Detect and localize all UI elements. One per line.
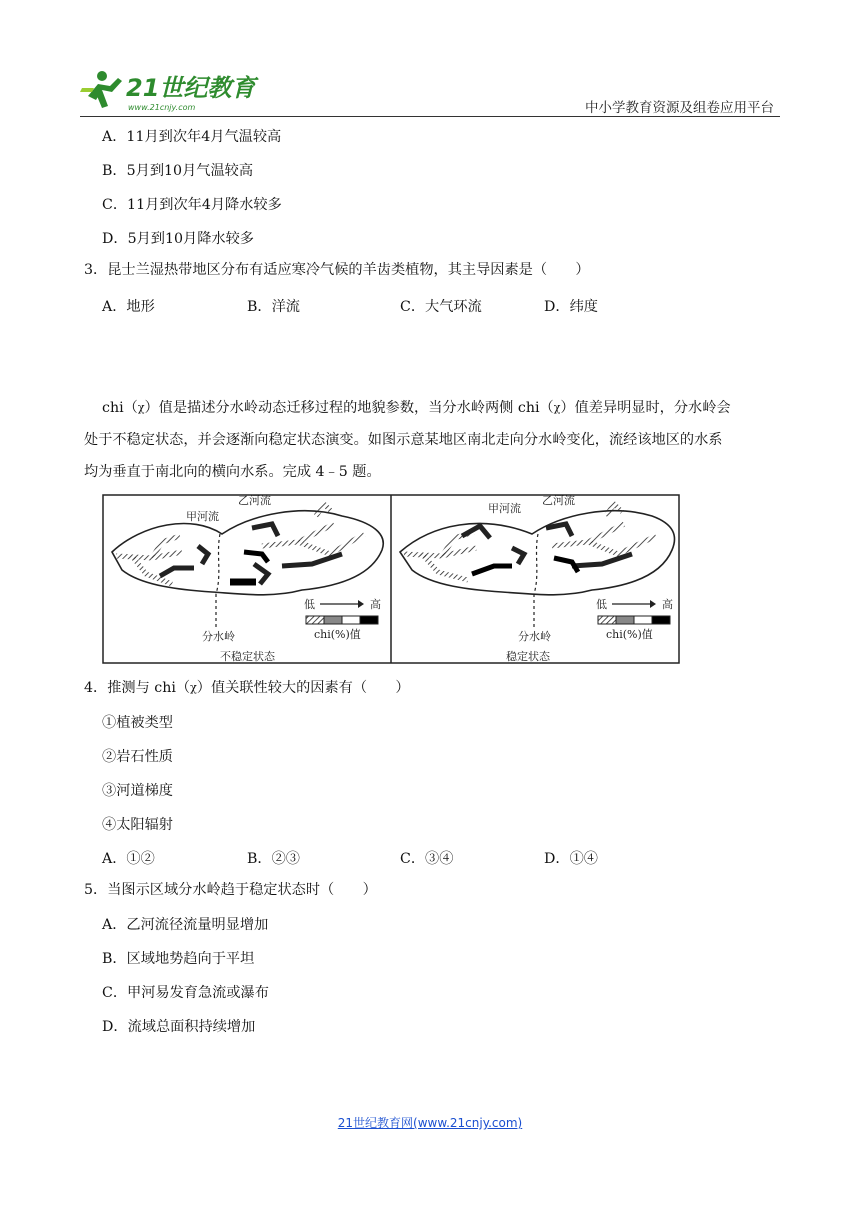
footer-link[interactable]: 21世纪教育网(www.21cnjy.com) <box>337 1116 523 1130</box>
divide-label: 分水岭 <box>202 630 235 643</box>
river-b-label: 乙河流 <box>542 494 575 507</box>
svg-text:高: 高 <box>662 598 673 611</box>
q4-item-4: ④太阳辐射 <box>102 817 173 833</box>
q2-option-c: C．11月到次年4月降水较多 <box>102 197 282 213</box>
q3-option-b: B．洋流 <box>247 299 300 315</box>
chi-symbol: χ <box>137 401 145 414</box>
header-divider <box>80 116 780 117</box>
q5-option-d: D．流域总面积持续增加 <box>102 1019 256 1035</box>
site-logo <box>80 66 260 116</box>
chi-symbol: χ <box>553 401 561 414</box>
runner-icon <box>80 71 122 108</box>
q3-option-c: C．大气环流 <box>400 299 482 315</box>
q4-item-3: ③河道梯度 <box>102 783 173 799</box>
q2-option-d: D．5月到10月降水较多 <box>102 231 254 247</box>
svg-text:低: 低 <box>596 598 607 611</box>
passage-line-2: 处于不稳定状态，并会逐渐向稳定状态演变。如图示意某地区南北走向分水岭变化，流经该地区的水系 <box>84 432 723 448</box>
platform-name: 中小学教育资源及组卷应用平台 <box>585 100 774 116</box>
q3-option-d: D．纬度 <box>544 299 598 315</box>
stable-caption: 稳定状态 <box>506 650 550 663</box>
river-a-label: 甲河流 <box>186 510 219 523</box>
q4-item-1: ①植被类型 <box>102 715 173 731</box>
footer <box>0 1114 860 1131</box>
q4-stem: 4．推测与 chi（χ）值关联性较大的因素有（ ） <box>84 680 410 696</box>
q4-item-2: ②岩石性质 <box>102 749 173 765</box>
unstable-caption: 不稳定状态 <box>220 650 275 663</box>
logo-text: 21世纪教育 <box>126 74 256 102</box>
svg-text:低: 低 <box>304 598 315 611</box>
q4-option-d: D．①④ <box>544 851 598 867</box>
logo-url: www.21cnjy.com <box>128 103 196 112</box>
passage-line-1: chi（χ）值是描述分水岭动态迁移过程的地貌参数，当分水岭两侧 chi（χ）值差异明显时，分水岭会 <box>102 400 731 416</box>
divide-label: 分水岭 <box>518 630 551 643</box>
q5-option-b: B．区域地势趋向于平坦 <box>102 951 255 967</box>
q2-option-b: B．5月到10月气温较高 <box>102 163 254 179</box>
q5-option-c: C．甲河易发育急流或瀑布 <box>102 985 269 1001</box>
watershed-divide-figure <box>102 494 680 664</box>
svg-text:chi(%)值: chi(%)值 <box>606 628 653 641</box>
q4-option-b: B．②③ <box>247 851 300 867</box>
svg-text:chi(%)值: chi(%)值 <box>314 628 361 641</box>
q5-option-a: A．乙河流径流量明显增加 <box>102 917 269 933</box>
river-b-label: 乙河流 <box>238 494 271 507</box>
q2-option-a: A．11月到次年4月气温较高 <box>102 129 282 145</box>
q3-option-a: A．地形 <box>102 299 155 315</box>
q3-stem: 3．昆士兰湿热带地区分布有适应寒冷气候的羊齿类植物，其主导因素是（ ） <box>84 262 590 278</box>
chi-symbol: χ <box>190 681 197 694</box>
river-a-label: 甲河流 <box>488 502 521 515</box>
q4-option-a: A．①② <box>102 851 155 867</box>
svg-text:高: 高 <box>370 598 381 611</box>
passage-line-3: 均为垂直于南北向的横向水系。完成 4﹣5 题。 <box>84 464 381 480</box>
q5-stem: 5．当图示区域分水岭趋于稳定状态时（ ） <box>84 882 377 898</box>
q4-option-c: C．③④ <box>400 851 454 867</box>
